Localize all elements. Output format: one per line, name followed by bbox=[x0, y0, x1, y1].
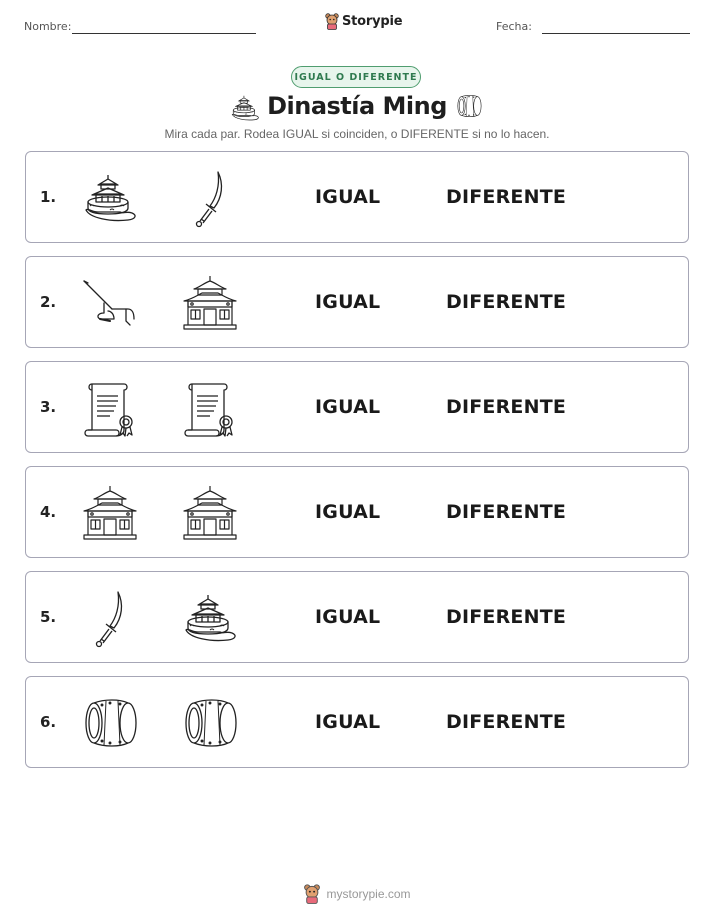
scroll-icon bbox=[80, 378, 140, 438]
question-card bbox=[25, 466, 689, 558]
footer-site: mystorypie.com bbox=[326, 887, 411, 901]
palace-island-icon bbox=[180, 588, 240, 648]
question-card bbox=[25, 361, 689, 453]
question-number: 4. bbox=[40, 503, 57, 521]
drum-icon bbox=[455, 92, 483, 124]
question-card bbox=[25, 571, 689, 663]
name-label: Nombre: bbox=[24, 20, 72, 33]
question-number: 3. bbox=[40, 398, 57, 416]
drum-icon bbox=[180, 693, 240, 753]
question-card bbox=[25, 256, 689, 348]
footer bbox=[0, 884, 714, 904]
option-igual[interactable]: IGUAL bbox=[315, 501, 381, 523]
option-igual[interactable]: IGUAL bbox=[315, 186, 381, 208]
sword-icon bbox=[180, 168, 240, 228]
palace-island-icon bbox=[80, 168, 140, 228]
question-number: 6. bbox=[40, 713, 57, 731]
date-field-line[interactable] bbox=[542, 33, 690, 34]
storypie-logo bbox=[325, 13, 402, 30]
question-number: 5. bbox=[40, 608, 57, 626]
brand-name: Storypie bbox=[342, 14, 403, 29]
question-number: 2. bbox=[40, 293, 57, 311]
bear-mascot-icon bbox=[325, 13, 339, 30]
scroll-icon bbox=[180, 378, 240, 438]
option-diferente[interactable]: DIFERENTE bbox=[446, 711, 567, 733]
drum-icon bbox=[80, 693, 140, 753]
temple-icon bbox=[180, 273, 240, 333]
option-igual[interactable]: IGUAL bbox=[315, 396, 381, 418]
option-igual[interactable]: IGUAL bbox=[315, 291, 381, 313]
option-diferente[interactable]: DIFERENTE bbox=[446, 501, 567, 523]
question-card bbox=[25, 676, 689, 768]
date-label: Fecha: bbox=[496, 20, 532, 33]
sword-icon bbox=[80, 588, 140, 648]
worksheet-instructions: Mira cada par. Rodea IGUAL si coinciden, o DIFERENTE si no lo hacen. bbox=[164, 127, 550, 141]
option-diferente[interactable]: DIFERENTE bbox=[446, 291, 567, 313]
temple-icon bbox=[180, 483, 240, 543]
question-card bbox=[25, 151, 689, 243]
option-igual[interactable]: IGUAL bbox=[315, 606, 381, 628]
option-diferente[interactable]: DIFERENTE bbox=[446, 186, 567, 208]
option-igual[interactable]: IGUAL bbox=[315, 711, 381, 733]
option-diferente[interactable]: DIFERENTE bbox=[446, 606, 567, 628]
temple-icon bbox=[80, 483, 140, 543]
name-field-line[interactable] bbox=[72, 33, 256, 34]
bear-mascot-icon bbox=[303, 884, 321, 904]
plow-icon bbox=[80, 273, 140, 333]
question-number: 1. bbox=[40, 188, 57, 206]
worksheet-title: Dinastía Ming bbox=[267, 92, 447, 120]
option-diferente[interactable]: DIFERENTE bbox=[446, 396, 567, 418]
worksheet-type-badge: IGUAL O DIFERENTE bbox=[291, 66, 421, 88]
